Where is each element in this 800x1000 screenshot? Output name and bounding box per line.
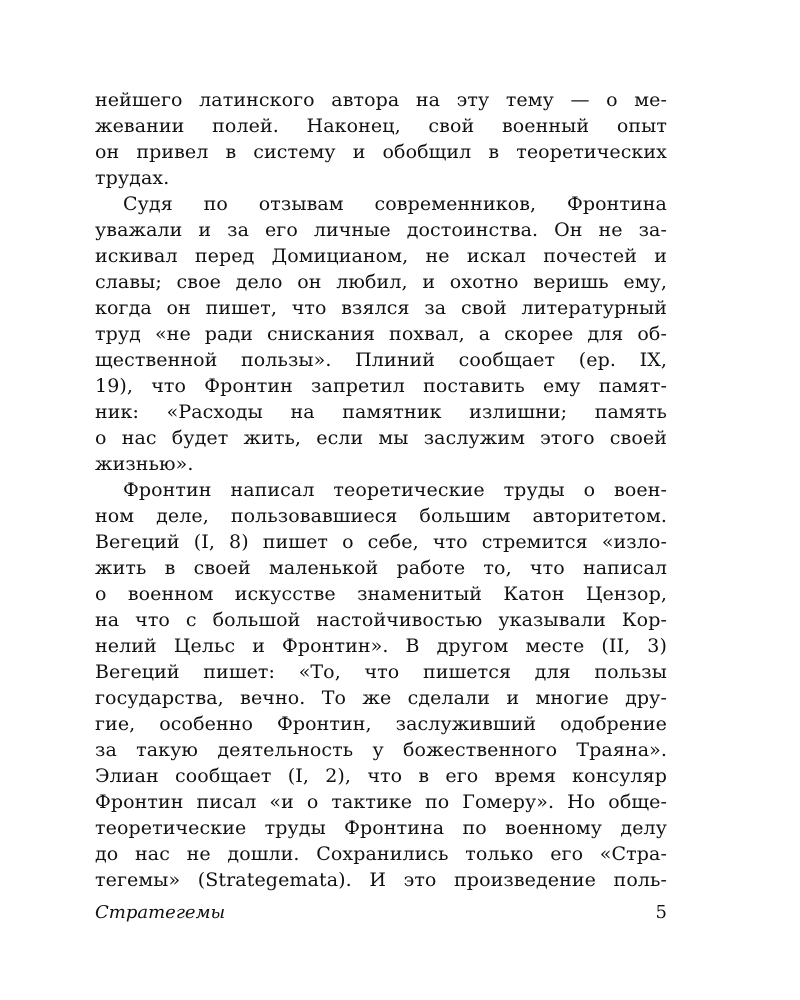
page-footer (95, 900, 667, 926)
text-line: о военном искусстве знаменитый Катон Цензор, (95, 583, 667, 605)
text-line: славы; свое дело он любил, и охотно веришь ему, (95, 271, 667, 293)
text-line: труд «не ради снискания похвал, а скорее для об- (95, 323, 667, 345)
text-line: Вегеций (I, 8) пишет о себе, что стремится «изло- (95, 531, 667, 553)
text-line: он привел в систему и обобщил в теоретических (95, 141, 667, 163)
body-text (95, 87, 667, 893)
text-line: жизнью». (95, 453, 194, 475)
text-line: искивал перед Домицианом, не искал почестей и (95, 245, 667, 267)
page-number: 5 (655, 902, 667, 923)
running-title: Стратегемы (95, 902, 226, 923)
text-line: Вегеций пишет: «То, что пишется для пользы (95, 661, 667, 683)
text-line: когда он пишет, что взялся за свой литературный (95, 297, 667, 319)
text-line: гие, особенно Фронтин, заслуживший одобрение (95, 713, 667, 735)
text-line: ном деле, пользовавшиеся большим авторитетом. (95, 505, 667, 527)
text-line: теоретические труды Фронтина по военному делу (95, 817, 667, 839)
text-line: Судя по отзывам современников, Фронтина (123, 193, 667, 215)
text-line: о нас будет жить, если мы заслужим этого своей (95, 427, 667, 449)
text-line: жить в своей маленькой работе то, что написал (95, 557, 667, 579)
text-line: Элиан сообщает (I, 2), что в его время консуляр (95, 765, 667, 787)
text-line: на что с большой настойчивостью указывали Кор- (95, 609, 667, 631)
text-line: жевании полей. Наконец, свой военный опыт (95, 115, 667, 137)
text-line: ник: «Расходы на памятник излишни; память (95, 401, 667, 423)
text-line: Фронтин писал «и о тактике по Гомеру». Но обще- (95, 791, 667, 813)
text-line: нелий Цельс и Фронтин». В другом месте (II, 3) (95, 635, 667, 657)
text-line: 19), что Фронтин запретил поставить ему памят- (95, 375, 667, 397)
text-line: за такую деятельность у божественного Траяна». (95, 739, 667, 761)
text-line: нейшего латинского автора на эту тему — о ме- (95, 89, 667, 111)
text-line: щественной пользы». Плиний сообщает (ер. IX, (95, 349, 667, 371)
text-line: тегемы» (Strategemata). И это произведение поль- (95, 869, 667, 891)
text-line: до нас не дошли. Сохранились только его «Стра- (95, 843, 667, 865)
text-line: государства, вечно. То же сделали и многие дру- (95, 687, 667, 709)
text-line: уважали и за его личные достоинства. Он не за- (95, 219, 667, 241)
text-line: Фронтин написал теоретические труды о воен- (123, 479, 667, 501)
text-line: трудах. (95, 167, 170, 189)
